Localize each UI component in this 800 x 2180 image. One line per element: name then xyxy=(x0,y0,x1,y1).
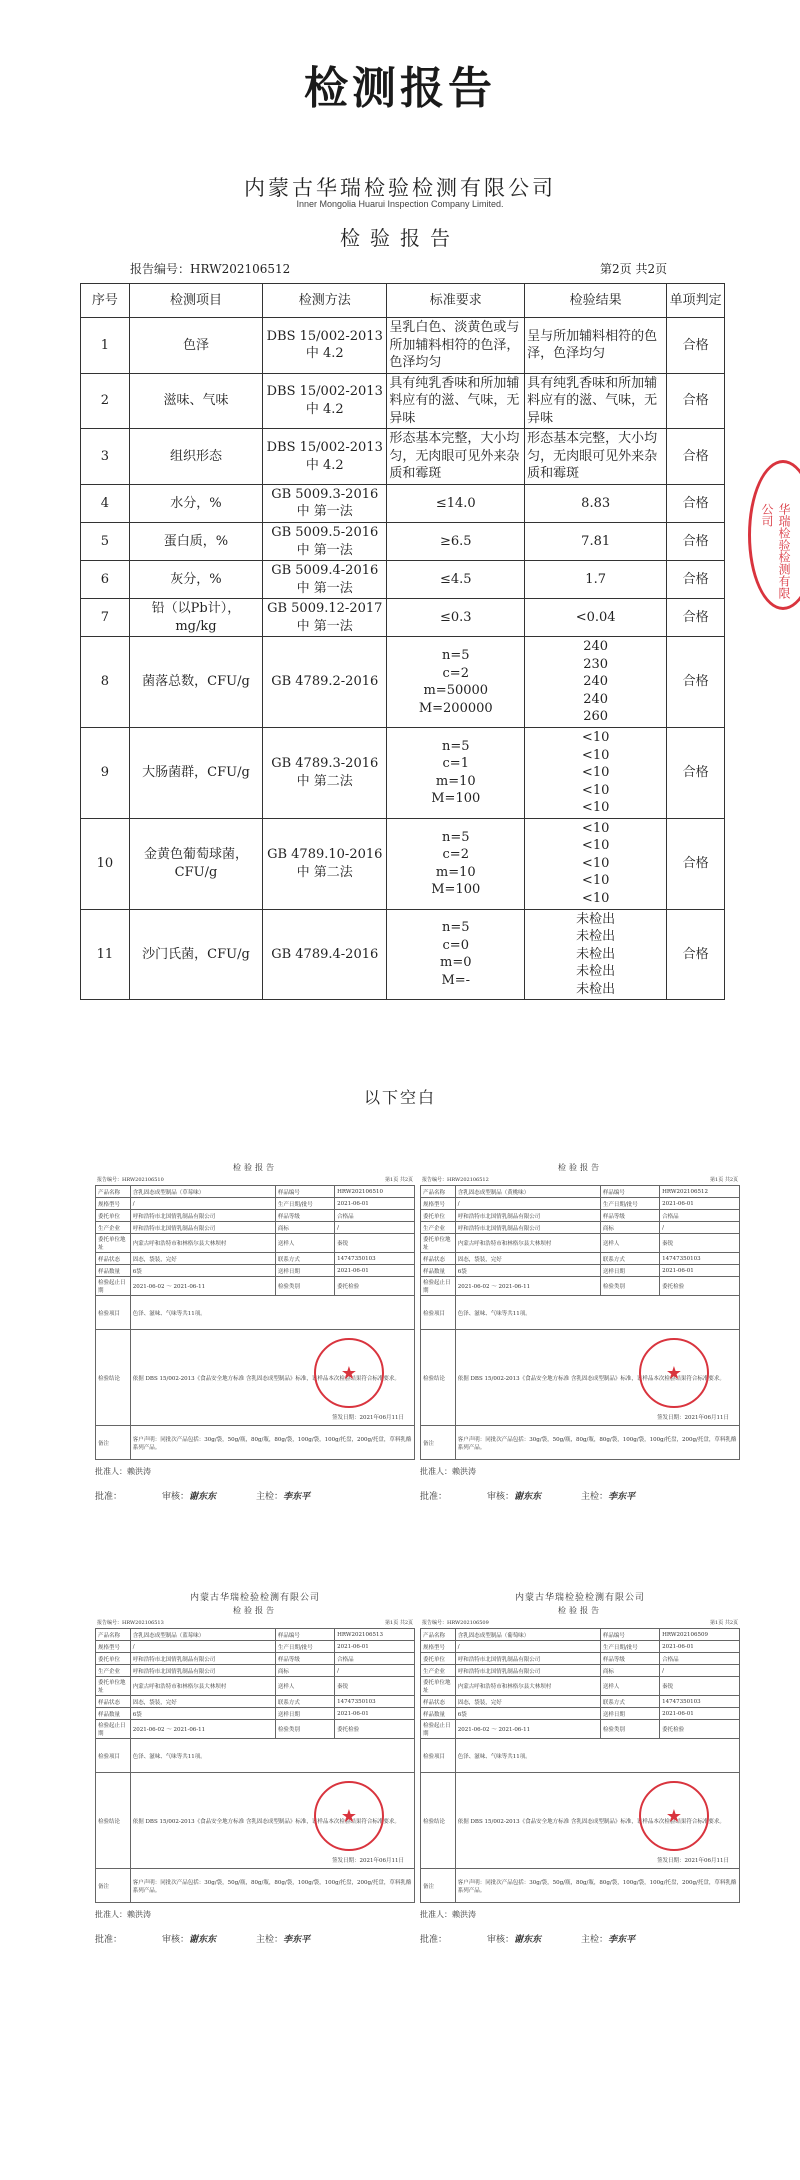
table-cell: n=5 c=1 m=10 M=100 xyxy=(387,728,525,819)
table-row xyxy=(81,818,725,909)
table-cell: 合格 xyxy=(667,523,725,561)
table-cell: DBS 15/002-2013 中 4.2 xyxy=(263,429,387,485)
table-cell: 合格 xyxy=(667,728,725,819)
table-cell: 灰分，% xyxy=(129,561,262,599)
table-cell: n=5 c=2 m=10 M=100 xyxy=(387,818,525,909)
company-name: 内蒙古华瑞检验检测有限公司 xyxy=(244,176,556,200)
page-number: 第2页 共2页 xyxy=(600,262,668,276)
table-cell: 水分，% xyxy=(129,484,262,522)
table-cell: 具有纯乳香味和所加辅料应有的滋、气味，无异味 xyxy=(387,373,525,429)
table-cell: 9 xyxy=(81,728,130,819)
table-cell: 合格 xyxy=(667,561,725,599)
table-cell: 形态基本完整，大小均匀，无肉眼可见外来杂质和霉斑 xyxy=(387,429,525,485)
table-cell: 8.83 xyxy=(525,484,667,522)
table-cell: DBS 15/002-2013 中 4.2 xyxy=(263,318,387,374)
blank-below-note: 以下空白 xyxy=(363,1088,436,1107)
table-cell: 蛋白质，% xyxy=(129,523,262,561)
table-cell: 沙门氏菌，CFU/g xyxy=(129,909,262,1000)
table-row xyxy=(81,728,725,819)
table-cell: n=5 c=0 m=0 M=- xyxy=(387,909,525,1000)
table-cell: ≤14.0 xyxy=(387,484,525,522)
table-row xyxy=(81,561,725,599)
table-cell: 1.7 xyxy=(525,561,667,599)
table-cell: 未检出 未检出 未检出 未检出 未检出 xyxy=(525,909,667,1000)
results-table xyxy=(80,283,725,1000)
table-cell: 5 xyxy=(81,523,130,561)
table-header-cell: 单项判定 xyxy=(667,284,725,318)
page-title: 检测报告 xyxy=(304,63,496,114)
table-cell: 11 xyxy=(81,909,130,1000)
table-row xyxy=(81,429,725,485)
table-cell: 合格 xyxy=(667,599,725,637)
mini-report: 检验报告 报告编号：HRW202106512 第1页 共2页 产品名称 含乳固态成型制品（黄桃味） 样品编号 HRW202106512 规格型号 / 生产日期/批号 2021-06-01 委托单位 呼和浩特市北国情乳制品有限公司 样品等级 合格品 生产企业 呼和浩特市北国情乳制品有限公司 商标 / 委托单位地址 内蒙古呼和浩特市和林格尔县大林坝村 送样人 秦锐 样品状态 固态，袋装，完好 联系方式 14747350103 样品数量 6袋 送样日期 2021-06-01 检验起止日期 2021-06-02 ～ 2021-06-11 检验类别 委托检验 检验项目 色泽、滋味、气味等共11项。 检验结论 依据 DBS 15/002-2013《食品安全地方标准 含乳固态成型制品》标准，该样品本次检验结果符合标准要求。 ★ 签发日期：2021年06月11日 备注 客户声明：同批次产品包括：30g/袋，50g/瓶，80g/瓶，80g/袋，100g/袋，100g/托盘，200g/托盘，草料乳酪系列产品。 批准人：赖洪涛 批准： 审核：谢东东 主检：李东平 xyxy=(420,1163,738,1502)
table-cell: 大肠菌群，CFU/g xyxy=(129,728,262,819)
mini-report: 检验报告 报告编号：HRW202106510 第1页 共2页 产品名称 含乳固态成型制品（草莓味） 样品编号 HRW202106510 规格型号 / 生产日期/批号 2021-06-01 委托单位 呼和浩特市北国情乳制品有限公司 样品等级 合格品 生产企业 呼和浩特市北国情乳制品有限公司 商标 / 委托单位地址 内蒙古呼和浩特市和林格尔县大林坝村 送样人 秦锐 样品状态 固态，袋装，完好 联系方式 14747350103 样品数量 6袋 送样日期 2021-06-01 检验起止日期 2021-06-02 ～ 2021-06-11 检验类别 委托检验 检验项目 色泽、滋味、气味等共11项。 检验结论 依据 DBS 15/002-2013《食品安全地方标准 含乳固态成型制品》标准，该样品本次检验结果符合标准要求。 ★ 签发日期：2021年06月11日 备注 客户声明：同批次产品包括：30g/袋，50g/瓶，80g/瓶，80g/袋，100g/袋，100g/托盘，200g/托盘，草料乳酪系列产品。 批准人：赖洪涛 批准： 审核：谢东东 主检：李东平 xyxy=(95,1163,413,1502)
table-header-cell: 序号 xyxy=(81,284,130,318)
table-cell: ≤0.3 xyxy=(387,599,525,637)
table-cell: GB 5009.3-2016 中 第一法 xyxy=(263,484,387,522)
table-cell: 铅（以Pb计），mg/kg xyxy=(129,599,262,637)
table-cell: 3 xyxy=(81,429,130,485)
mini-report: 内蒙古华瑞检验检测有限公司 检验报告 报告编号：HRW202106513 第1页 共2页 产品名称 含乳固态成型制品（蓝莓味） 样品编号 HRW202106513 规格型号 / 生产日期/批号 2021-06-01 委托单位 呼和浩特市北国情乳制品有限公司 样品等级 合格品 生产企业 呼和浩特市北国情乳制品有限公司 商标 / 委托单位地址 内蒙古呼和浩特市和林格尔县大林坝村 送样人 秦锐 样品状态 固态，袋装，完好 联系方式 14747350103 样品数量 6袋 送样日期 2021-06-01 检验起止日期 2021-06-02 ～ 2021-06-11 检验类别 委托检验 检验项目 色泽、滋味、气味等共11项。 检验结论 依据 DBS 15/002-2013《食品安全地方标准 含乳固态成型制品》标准，该样品本次检验结果符合标准要求。 ★ 签发日期：2021年06月11日 备注 客户声明：同批次产品包括：30g/袋，50g/瓶，80g/瓶，80g/袋，100g/袋，100g/托盘，200g/托盘，草料乳酪系列产品。 批准人：赖洪涛 批准： 审核：谢东东 主检：李东平 xyxy=(95,1593,413,1945)
table-row xyxy=(81,523,725,561)
table-cell: 形态基本完整，大小均匀，无肉眼可见外来杂质和霉斑 xyxy=(525,429,667,485)
table-row xyxy=(81,909,725,1000)
table-cell: GB 4789.10-2016 中 第二法 xyxy=(263,818,387,909)
table-cell: 金黄色葡萄球菌，CFU/g xyxy=(129,818,262,909)
table-cell: <10 <10 <10 <10 <10 xyxy=(525,818,667,909)
table-header-cell: 检测项目 xyxy=(129,284,262,318)
table-cell: ≤4.5 xyxy=(387,561,525,599)
table-cell: 2 xyxy=(81,373,130,429)
table-cell: 滋味、气味 xyxy=(129,373,262,429)
table-cell: <0.04 xyxy=(525,599,667,637)
report-number: 报告编号：HRW202106512 xyxy=(130,262,291,276)
table-cell: 8 xyxy=(81,637,130,728)
table-cell: n=5 c=2 m=50000 M=200000 xyxy=(387,637,525,728)
table-row xyxy=(81,484,725,522)
table-row xyxy=(81,318,725,374)
table-cell: 呈与所加辅料相符的色泽，色泽均匀 xyxy=(525,318,667,374)
table-cell: 合格 xyxy=(667,637,725,728)
table-cell: <10 <10 <10 <10 <10 xyxy=(525,728,667,819)
table-cell: 7 xyxy=(81,599,130,637)
table-cell: GB 4789.2-2016 xyxy=(263,637,387,728)
table-cell: GB 4789.3-2016 中 第二法 xyxy=(263,728,387,819)
table-cell: 呈乳白色、淡黄色或与所加辅料相符的色泽，色泽均匀 xyxy=(387,318,525,374)
report-title: 检验报告 xyxy=(340,226,460,250)
table-row xyxy=(81,637,725,728)
table-cell: 合格 xyxy=(667,818,725,909)
table-cell: 4 xyxy=(81,484,130,522)
table-header-cell: 标准要求 xyxy=(387,284,525,318)
table-cell: 合格 xyxy=(667,909,725,1000)
table-cell: 7.81 xyxy=(525,523,667,561)
table-cell: 合格 xyxy=(667,373,725,429)
table-cell: 10 xyxy=(81,818,130,909)
table-cell: 具有纯乳香味和所加辅料应有的滋、气味，无异味 xyxy=(525,373,667,429)
table-cell: DBS 15/002-2013 中 4.2 xyxy=(263,373,387,429)
table-row xyxy=(81,373,725,429)
table-cell: GB 5009.12-2017 中 第一法 xyxy=(263,599,387,637)
company-name-en: Inner Mongolia Huarui Inspection Company Limited. xyxy=(296,199,504,209)
table-cell: 6 xyxy=(81,561,130,599)
table-cell: 组织形态 xyxy=(129,429,262,485)
table-cell: GB 4789.4-2016 xyxy=(263,909,387,1000)
table-cell: 1 xyxy=(81,318,130,374)
table-header-cell: 检测方法 xyxy=(263,284,387,318)
table-cell: 合格 xyxy=(667,318,725,374)
table-cell: 合格 xyxy=(667,429,725,485)
mini-report: 内蒙古华瑞检验检测有限公司 检验报告 报告编号：HRW202106509 第1页 共2页 产品名称 含乳固态成型制品（葡萄味） 样品编号 HRW202106509 规格型号 / 生产日期/批号 2021-06-01 委托单位 呼和浩特市北国情乳制品有限公司 样品等级 合格品 生产企业 呼和浩特市北国情乳制品有限公司 商标 / 委托单位地址 内蒙古呼和浩特市和林格尔县大林坝村 送样人 秦锐 样品状态 固态，袋装，完好 联系方式 14747350103 样品数量 6袋 送样日期 2021-06-01 检验起止日期 2021-06-02 ～ 2021-06-11 检验类别 委托检验 检验项目 色泽、滋味、气味等共11项。 检验结论 依据 DBS 15/002-2013《食品安全地方标准 含乳固态成型制品》标准，该样品本次检验结果符合标准要求。 ★ 签发日期：2021年06月11日 备注 客户声明：同批次产品包括：30g/袋，50g/瓶，80g/瓶，80g/袋，100g/袋，100g/托盘，200g/托盘，草料乳酪系列产品。 批准人：赖洪涛 批准： 审核：谢东东 主检：李东平 xyxy=(420,1593,738,1945)
table-cell: 菌落总数，CFU/g xyxy=(129,637,262,728)
table-cell: 240 230 240 240 260 xyxy=(525,637,667,728)
table-cell: GB 5009.5-2016 中 第一法 xyxy=(263,523,387,561)
table-row xyxy=(81,599,725,637)
seal-stamp-edge: 华瑞检验检测有限公司 xyxy=(748,460,800,610)
table-header-cell: 检验结果 xyxy=(525,284,667,318)
table-cell: ≥6.5 xyxy=(387,523,525,561)
table-cell: 色泽 xyxy=(129,318,262,374)
table-cell: 合格 xyxy=(667,484,725,522)
table-cell: GB 5009.4-2016 中 第一法 xyxy=(263,561,387,599)
